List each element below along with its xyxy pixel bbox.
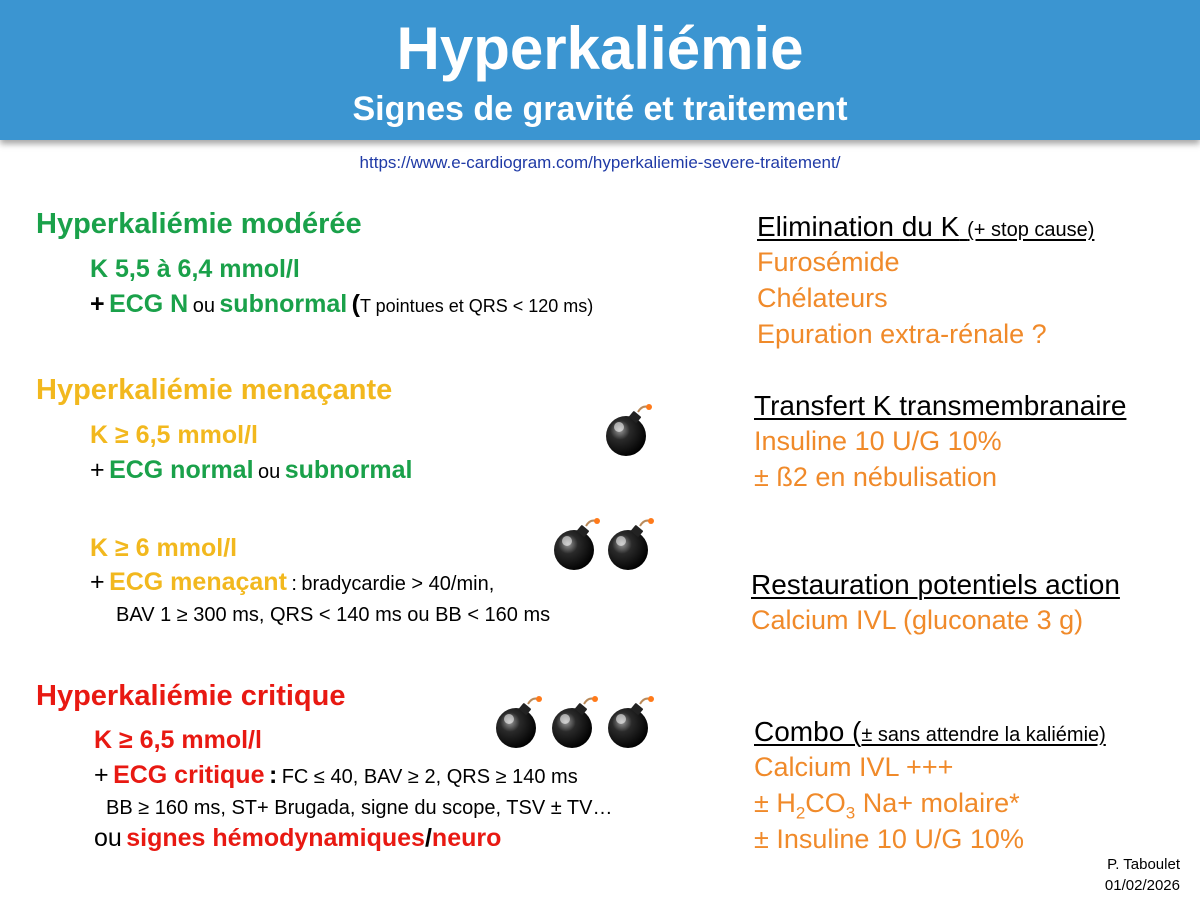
- bomb-icon: [604, 694, 656, 750]
- menacante-ecg-line: [90, 456, 413, 485]
- menacante-detail1: bradycardie > 40/min,: [301, 573, 495, 595]
- signes-hemodynamiques: signes hémodynamiques: [126, 824, 425, 852]
- treat4-heading-small: ± sans attendre la kaliémie): [861, 724, 1106, 746]
- bomb-icon: [548, 694, 600, 750]
- treat1-item: Epuration extra-rénale ?: [757, 319, 1047, 349]
- neuro: neuro: [431, 824, 502, 852]
- critique-detail2: BB ≥ 160 ms, ST+ Brugada, signe du scope, TSV ± TV…: [106, 797, 613, 819]
- treat1-heading-main: Elimination du K: [757, 211, 960, 242]
- menacante-ecg2-line: [90, 568, 494, 597]
- bomb-icon: [602, 402, 654, 458]
- critique-heading: Hyperkaliémie critique: [36, 680, 346, 712]
- plus-sign: +: [90, 568, 105, 596]
- bomb-icon: [550, 516, 602, 572]
- menacante-heading: Hyperkaliémie menaçante: [36, 374, 393, 406]
- plus-sign: +: [94, 761, 109, 789]
- treat3-item: Calcium IVL (gluconate 3 g): [751, 605, 1084, 635]
- treat4-item-bicarbonate: [754, 788, 1020, 823]
- author-name: P. Taboulet: [1107, 856, 1180, 873]
- treat4-item-calcium: Calcium IVL +++: [754, 752, 954, 782]
- plus-sign: +: [90, 456, 105, 484]
- source-url[interactable]: https://www.e-cardiogram.com/hyperkaliemie-severe-traitement/: [359, 153, 841, 172]
- author-date: 01/02/2026: [1104, 877, 1180, 894]
- treat1-heading-small: (+ stop cause): [967, 219, 1095, 241]
- moderee-ecg-line: [90, 290, 593, 319]
- colon: :: [291, 573, 297, 595]
- subnormal: subnormal: [284, 456, 413, 484]
- slash: /: [424, 824, 432, 852]
- menacante-k2: K ≥ 6 mmol/l: [90, 534, 238, 562]
- ecg-normal: ECG normal: [109, 456, 254, 484]
- moderee-heading: Hyperkaliémie modérée: [36, 208, 362, 240]
- page-subtitle: Signes de gravité et traitement: [352, 90, 848, 128]
- ecg-critique: ECG critique: [113, 761, 265, 789]
- ecg-menacant: ECG menaçant: [109, 568, 287, 596]
- treat2-heading: Transfert K transmembranaire: [754, 390, 1127, 421]
- ou-text: ou: [94, 824, 122, 852]
- menacante-detail2: BAV 1 ≥ 300 ms, QRS < 140 ms ou BB < 160 ms: [116, 604, 551, 626]
- critique-ecg-line: [94, 761, 578, 790]
- moderee-k: K 5,5 à 6,4 mmol/l: [90, 255, 300, 283]
- treat3-heading: Restauration potentiels action: [751, 569, 1120, 600]
- bicarb-post: Na+ molaire*: [855, 788, 1020, 818]
- bicarb-sub1: 2: [795, 803, 806, 823]
- subnormal: subnormal: [219, 290, 348, 318]
- treat1-heading: [757, 211, 1094, 243]
- plus-sign: +: [90, 290, 105, 318]
- bicarb-sub2: 3: [845, 803, 856, 823]
- ou-text: ou: [258, 461, 281, 483]
- paren: (: [351, 290, 360, 318]
- moderee-detail: T pointues et QRS < 120 ms): [359, 296, 594, 316]
- bicarb-mid: CO: [805, 788, 846, 818]
- treat2-item: Insuline 10 U/G 10%: [754, 426, 1002, 456]
- ou-text: ou: [192, 295, 215, 317]
- colon: :: [268, 761, 278, 789]
- bicarb-pre: ± H: [754, 788, 796, 818]
- critique-signes-line: [94, 824, 501, 853]
- menacante-k1: K ≥ 6,5 mmol/l: [90, 421, 258, 449]
- treat4-item-insuline: ± Insuline 10 U/G 10%: [754, 824, 1024, 854]
- critique-detail1: FC ≤ 40, BAV ≥ 2, QRS ≥ 140 ms: [281, 766, 578, 788]
- page-title: Hyperkaliémie: [396, 15, 804, 82]
- treat4-heading-main: Combo (: [754, 716, 862, 747]
- critique-k: K ≥ 6,5 mmol/l: [94, 726, 262, 754]
- treat4-heading: [754, 716, 1106, 748]
- treat1-item: Chélateurs: [757, 283, 888, 313]
- ecg-n: ECG N: [109, 290, 189, 318]
- treat1-item: Furosémide: [757, 247, 900, 277]
- bomb-icon: [604, 516, 656, 572]
- bomb-icon: [492, 694, 544, 750]
- treat2-item: ± ß2 en nébulisation: [754, 462, 997, 492]
